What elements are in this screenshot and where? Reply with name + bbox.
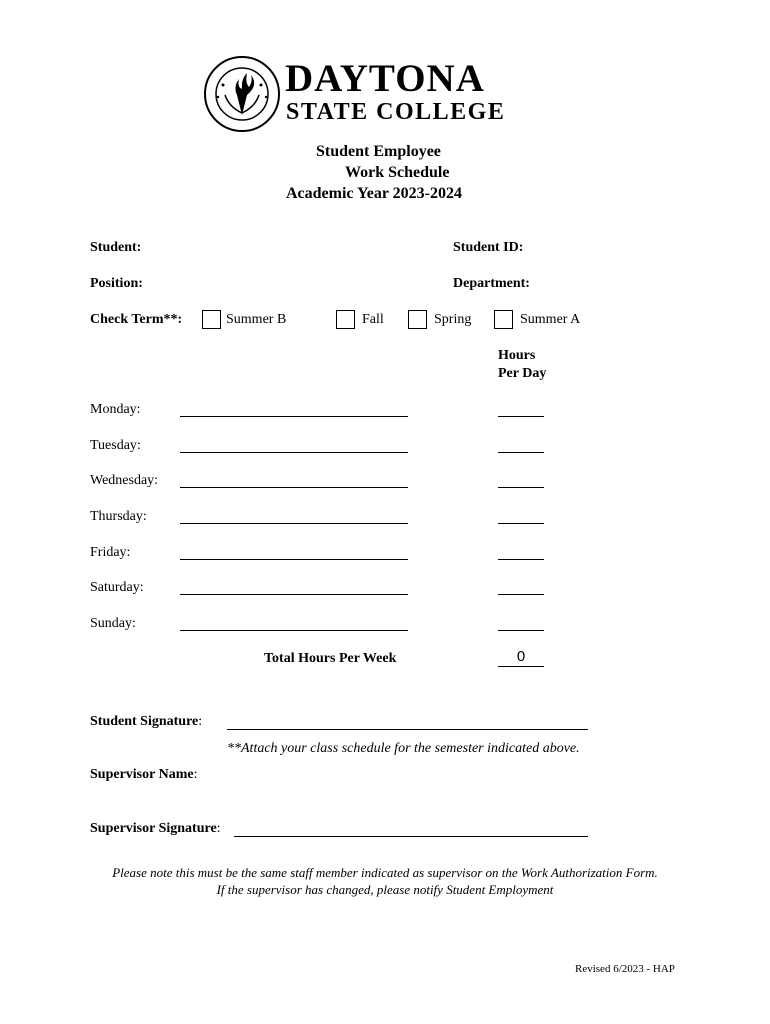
supervisor-signature-label-group xyxy=(90,821,221,837)
fall-checkbox[interactable] xyxy=(336,310,355,329)
spring-label: Spring xyxy=(434,312,472,327)
supervisor-signature-label: Supervisor Signature xyxy=(90,821,217,836)
hours-header-line2: Per Day xyxy=(498,366,547,381)
college-name-line1: DAYTONA xyxy=(285,57,485,100)
student-signature-field[interactable] xyxy=(227,729,588,730)
schedule-field[interactable] xyxy=(180,559,408,560)
day-label: Monday: xyxy=(90,402,141,417)
fall-label: Fall xyxy=(362,312,384,327)
total-hours-value: 0 xyxy=(516,648,526,665)
day-label: Wednesday: xyxy=(90,473,159,488)
hours-field[interactable] xyxy=(498,559,544,560)
total-hours-line xyxy=(498,666,544,667)
hours-header-line1: Hours xyxy=(498,348,536,363)
spring-checkbox[interactable] xyxy=(408,310,427,329)
summer-b-label: Summer B xyxy=(226,312,287,327)
title-line1: Student Employee xyxy=(316,143,441,160)
summer-a-label: Summer A xyxy=(520,312,581,327)
college-logo xyxy=(203,55,533,133)
title-line2: Work Schedule xyxy=(345,164,450,181)
college-seal-icon xyxy=(203,55,281,133)
hours-field[interactable] xyxy=(498,594,544,595)
check-term-label: Check Term**: xyxy=(90,312,183,327)
attach-note: **Attach your class schedule for the semester indicated above. xyxy=(227,741,580,756)
student-signature-label: Student Signature xyxy=(90,714,199,729)
summer-a-checkbox[interactable] xyxy=(494,310,513,329)
schedule-field[interactable] xyxy=(180,452,408,453)
schedule-field[interactable] xyxy=(180,523,408,524)
day-label: Sunday: xyxy=(90,616,136,631)
schedule-field[interactable] xyxy=(180,630,408,631)
colon: : xyxy=(198,714,203,729)
footer-note-line2: If the supervisor has changed, please notify Student Employment xyxy=(216,882,554,897)
colon: : xyxy=(216,821,221,836)
hours-field[interactable] xyxy=(498,452,544,453)
total-hours-label: Total Hours Per Week xyxy=(264,651,397,666)
hours-field[interactable] xyxy=(498,487,544,488)
day-label: Friday: xyxy=(90,545,131,560)
supervisor-name-label-group xyxy=(90,767,197,783)
student-label: Student: xyxy=(90,240,142,255)
student-id-label: Student ID: xyxy=(453,240,524,255)
position-label: Position: xyxy=(90,276,143,291)
title-line3: Academic Year 2023-2024 xyxy=(286,185,462,202)
hours-field[interactable] xyxy=(498,416,544,417)
department-label: Department: xyxy=(453,276,530,291)
hours-field[interactable] xyxy=(498,523,544,524)
schedule-field[interactable] xyxy=(180,594,408,595)
college-name-line2: STATE COLLEGE xyxy=(286,99,506,125)
day-label: Saturday: xyxy=(90,580,144,595)
footer-note-line1: Please note this must be the same staff member indicated as supervisor on the Work Authorization Form. xyxy=(112,865,658,880)
summer-b-checkbox[interactable] xyxy=(202,310,221,329)
hours-field[interactable] xyxy=(498,630,544,631)
colon: : xyxy=(193,767,198,782)
supervisor-signature-field[interactable] xyxy=(234,836,588,837)
student-signature-label-group xyxy=(90,714,202,730)
day-label: Thursday: xyxy=(90,509,147,524)
revised-note: Revised 6/2023 - HAP xyxy=(575,963,675,975)
schedule-field[interactable] xyxy=(180,487,408,488)
schedule-field[interactable] xyxy=(180,416,408,417)
supervisor-name-label: Supervisor Name xyxy=(90,767,194,782)
day-label: Tuesday: xyxy=(90,438,141,453)
